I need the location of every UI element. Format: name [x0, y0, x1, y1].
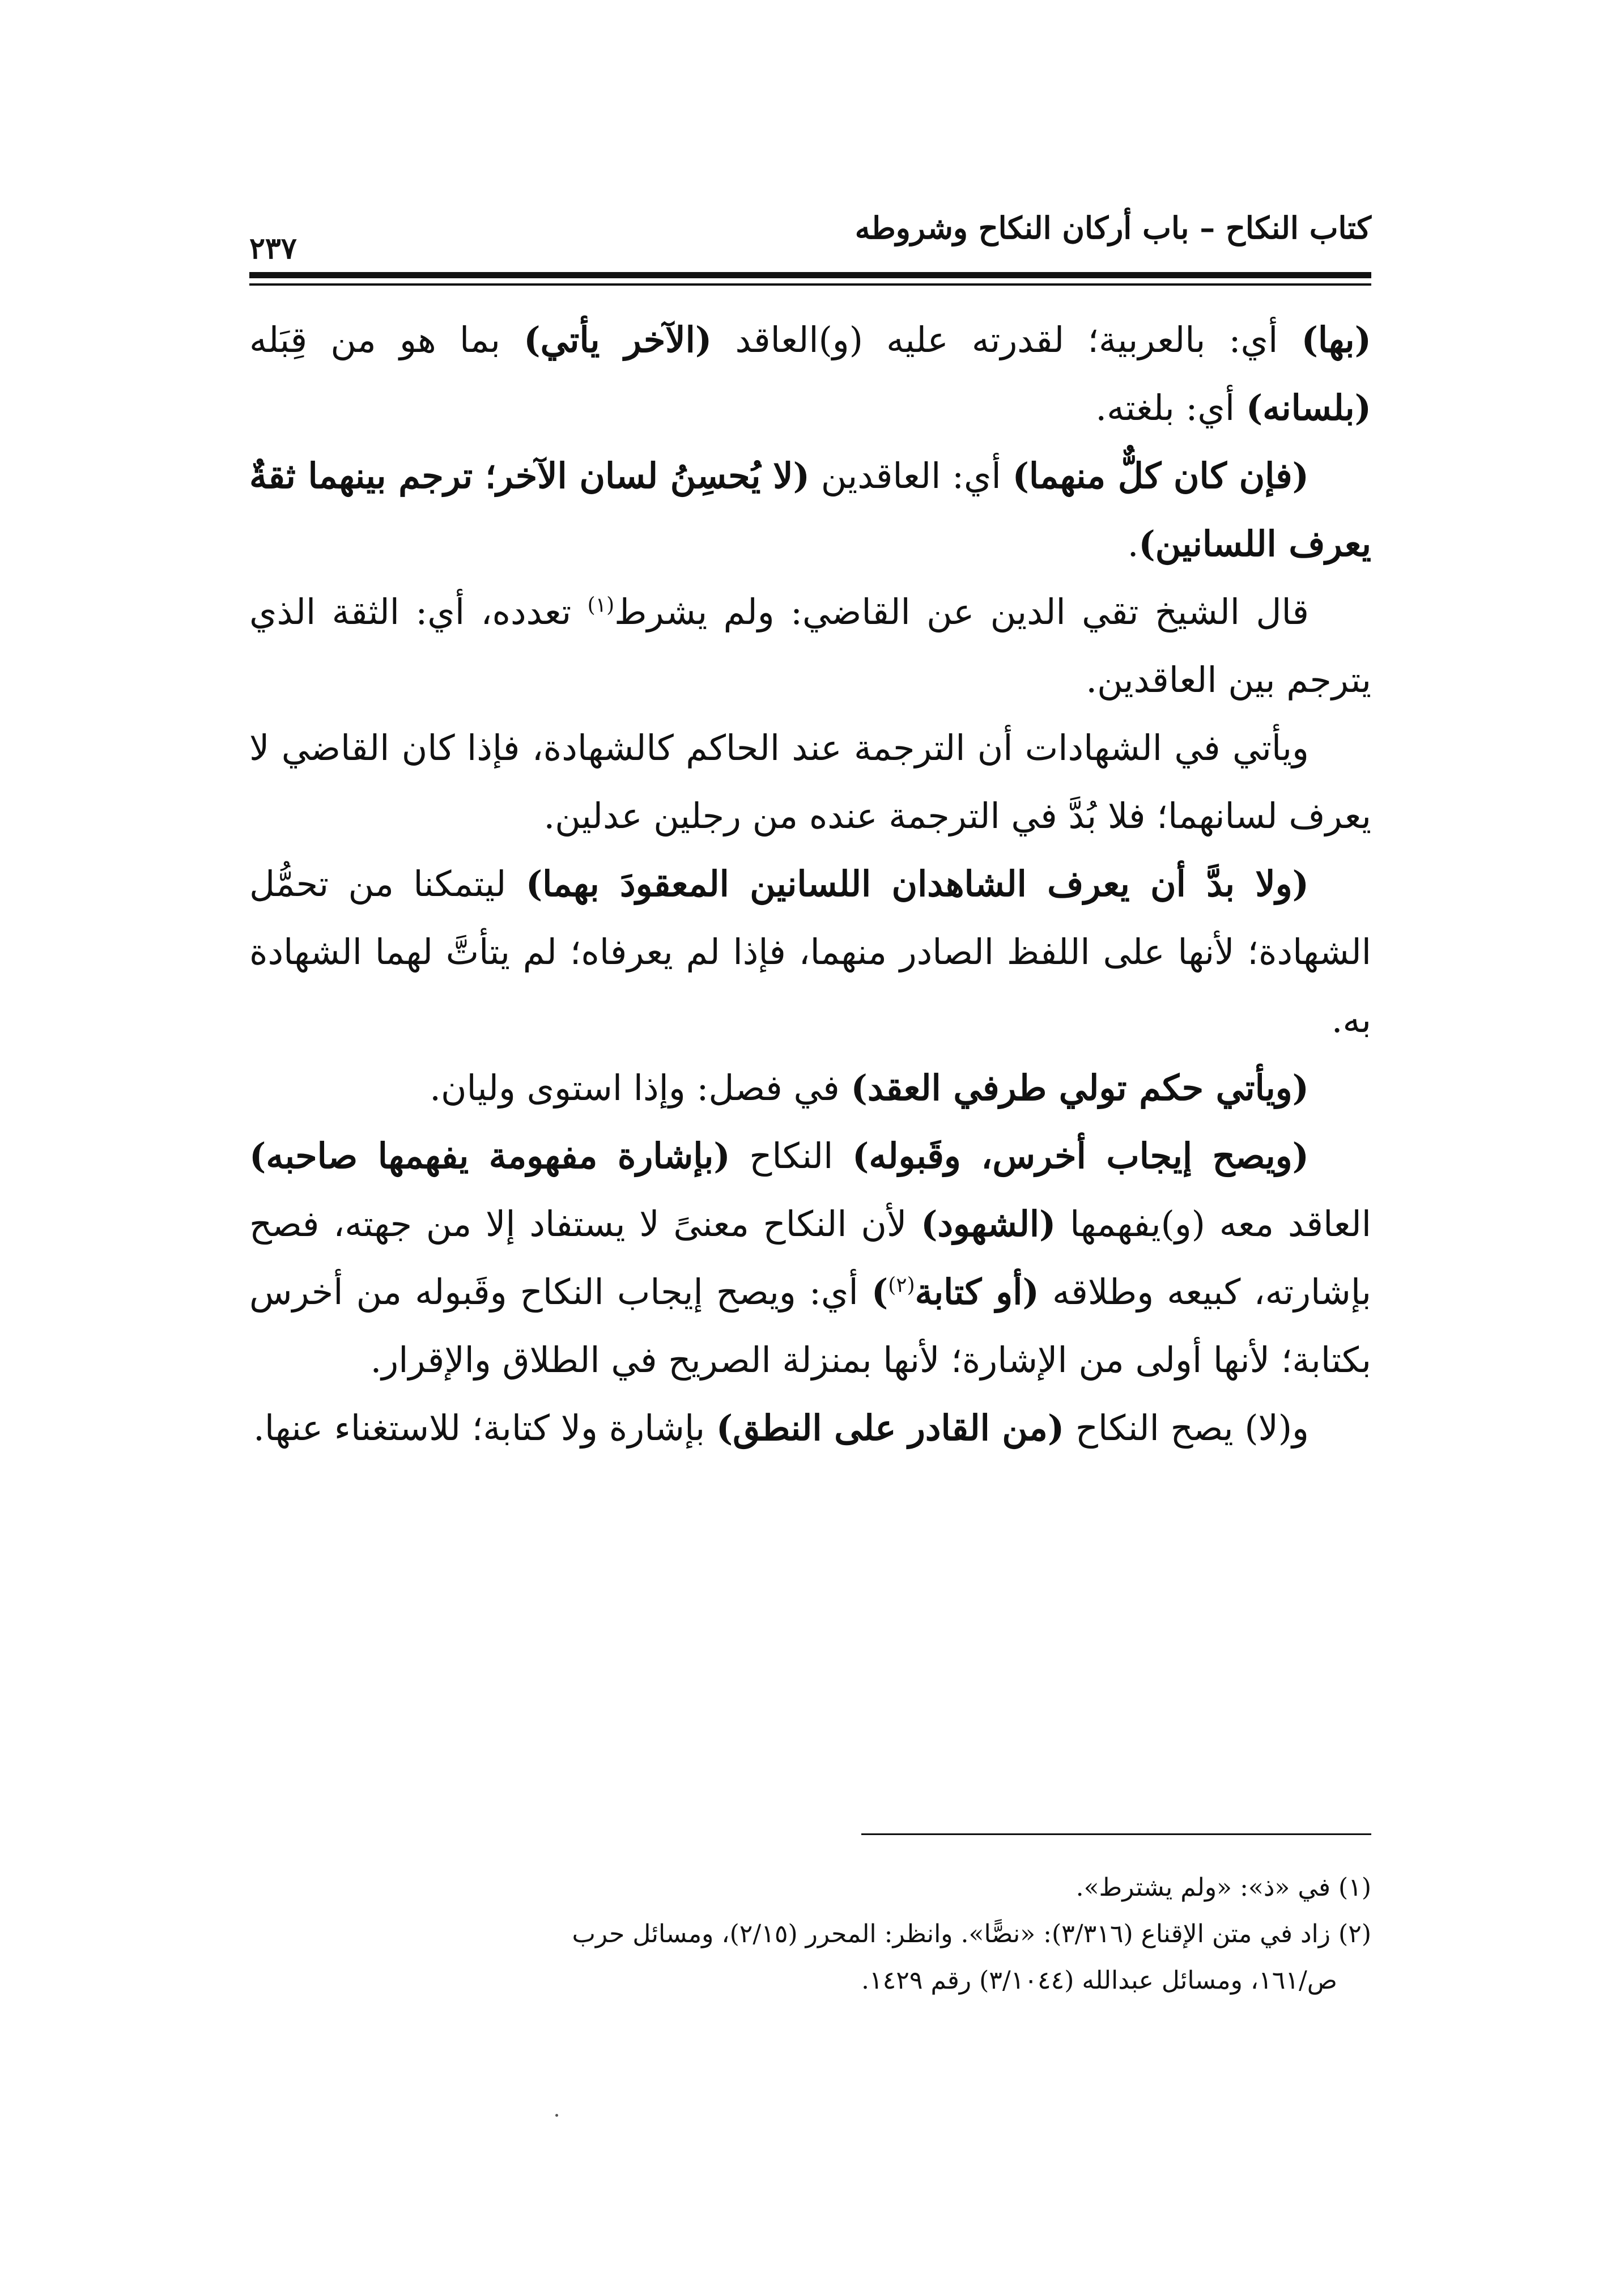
paragraph-1 — [249, 306, 1371, 442]
sharh-text: بما هو من قِبَله — [249, 319, 524, 360]
sharh-text: بإشارة ولا كتابة؛ للاستغناء عنها. — [253, 1407, 716, 1449]
paragraph-5 — [249, 850, 1371, 1054]
matn-text: (بلسانه) — [1245, 387, 1371, 428]
sharh-text: تعدده، أي: الثقة الذي يترجم بين العاقدين. — [249, 591, 1371, 700]
matn-text: (بها) — [1301, 319, 1371, 360]
sharh-text: أي: بلغته. — [1095, 387, 1246, 428]
sharh-text: لأن النكاح معنىً لا يستفاد إلا من جهته، فصح بإشارته، كبيعه وطلاقه — [249, 1203, 1371, 1313]
paragraph-6 — [249, 1054, 1371, 1122]
footnote-separator — [861, 1833, 1371, 1835]
sharh-text: النكاح — [730, 1135, 853, 1177]
matn-text: (الشهود) — [921, 1203, 1056, 1245]
sharh-text: أي: العاقدين — [809, 455, 1013, 496]
sharh-text: في فصل: وإذا استوى وليان. — [430, 1067, 851, 1109]
sharh-text: قال الشيخ تقي الدين عن القاضي: ولم يشرط — [614, 591, 1310, 632]
sharh-text: العاقد معه (و)يفهمها — [1056, 1203, 1371, 1245]
paragraph-8 — [249, 1394, 1371, 1462]
matn-text: (فإن كان كلٌّ منهما) — [1012, 455, 1310, 496]
sharh-text: و(لا) يصح النكاح — [1064, 1407, 1309, 1449]
header-rule-thin — [249, 283, 1371, 286]
main-text — [249, 306, 1371, 1462]
footnote-ref-1[interactable]: (١) — [587, 593, 615, 617]
footnote-1: (١) في «ذ»: «ولم يشترط». — [1075, 1873, 1371, 1902]
matn-text: (ويصح إيجاب أخرس، وقَبوله) — [852, 1135, 1309, 1177]
running-header-title: كتاب النكاح – باب أركان النكاح وشروطه — [854, 210, 1371, 246]
footnotes — [249, 1865, 1371, 2004]
paragraph-3 — [249, 578, 1371, 714]
matn-text: (لا يُحسِنُ لسان الآخر؛ ترجم بينهما ثقةٌ يعرف اللسانين) — [249, 455, 1371, 564]
paragraph-4 — [249, 714, 1371, 850]
sharh-text: أي: بالعربية؛ لقدرته عليه (و)العاقد — [712, 319, 1302, 360]
footnote-2-continuation: ص/١٦١، ومسائل عبدالله (٣/١٠٤٤) رقم ١٤٢٩. — [861, 1966, 1337, 1995]
sharh-text: . — [1127, 523, 1139, 564]
matn-text: ) — [871, 1271, 888, 1313]
sharh-text: ويأتي في الشهادات أن الترجمة عند الحاكم كالشهادة، فإذا كان القاضي لا يعرف لسانهما؛ فلا بُدَّ في الترجمة عنده من رجلين عدلين. — [249, 727, 1371, 836]
matn-text: (من القادر على النطق) — [716, 1407, 1065, 1449]
book-page — [249, 187, 1371, 2171]
footnote-2: (٢) زاد في متن الإقناع (٣/٣١٦): «نصًّا». وانظر: المحرر (٢/١٥)، ومسائل حرب — [572, 1920, 1371, 1948]
sharh-text: ليتمكنا من تحمُّل الشهادة؛ لأنها على اللفظ الصادر منهما، فإذا لم يعرفاه؛ لم يتأتَّ لهما الشهادة به. — [249, 863, 1371, 1041]
page-number: ٢٣٧ — [249, 231, 297, 266]
footnote-ref-2[interactable]: (٢) — [888, 1273, 915, 1297]
sharh-text: أي: ويصح إيجاب النكاح وقَبوله من أخرس بكتابة؛ لأنها أولى من الإشارة؛ لأنها بمنزلة الصريح في الطلاق والإقرار. — [249, 1271, 1371, 1381]
header-rule-thick — [249, 272, 1371, 278]
print-speck — [555, 2114, 558, 2117]
paragraph-7 — [249, 1122, 1371, 1394]
matn-text: (الآخر يأتي) — [524, 319, 712, 360]
matn-text: (ويأتي حكم تولي طرفي العقد) — [851, 1067, 1309, 1109]
paragraph-2 — [249, 442, 1371, 578]
matn-text: (ولا بدَّ أن يعرف الشاهدان اللسانين المعقودَ بهما) — [525, 863, 1309, 905]
matn-text: (بإشارة مفهومة يفهمها صاحبه) — [249, 1135, 730, 1177]
matn-text: (أو كتابة — [915, 1271, 1039, 1313]
